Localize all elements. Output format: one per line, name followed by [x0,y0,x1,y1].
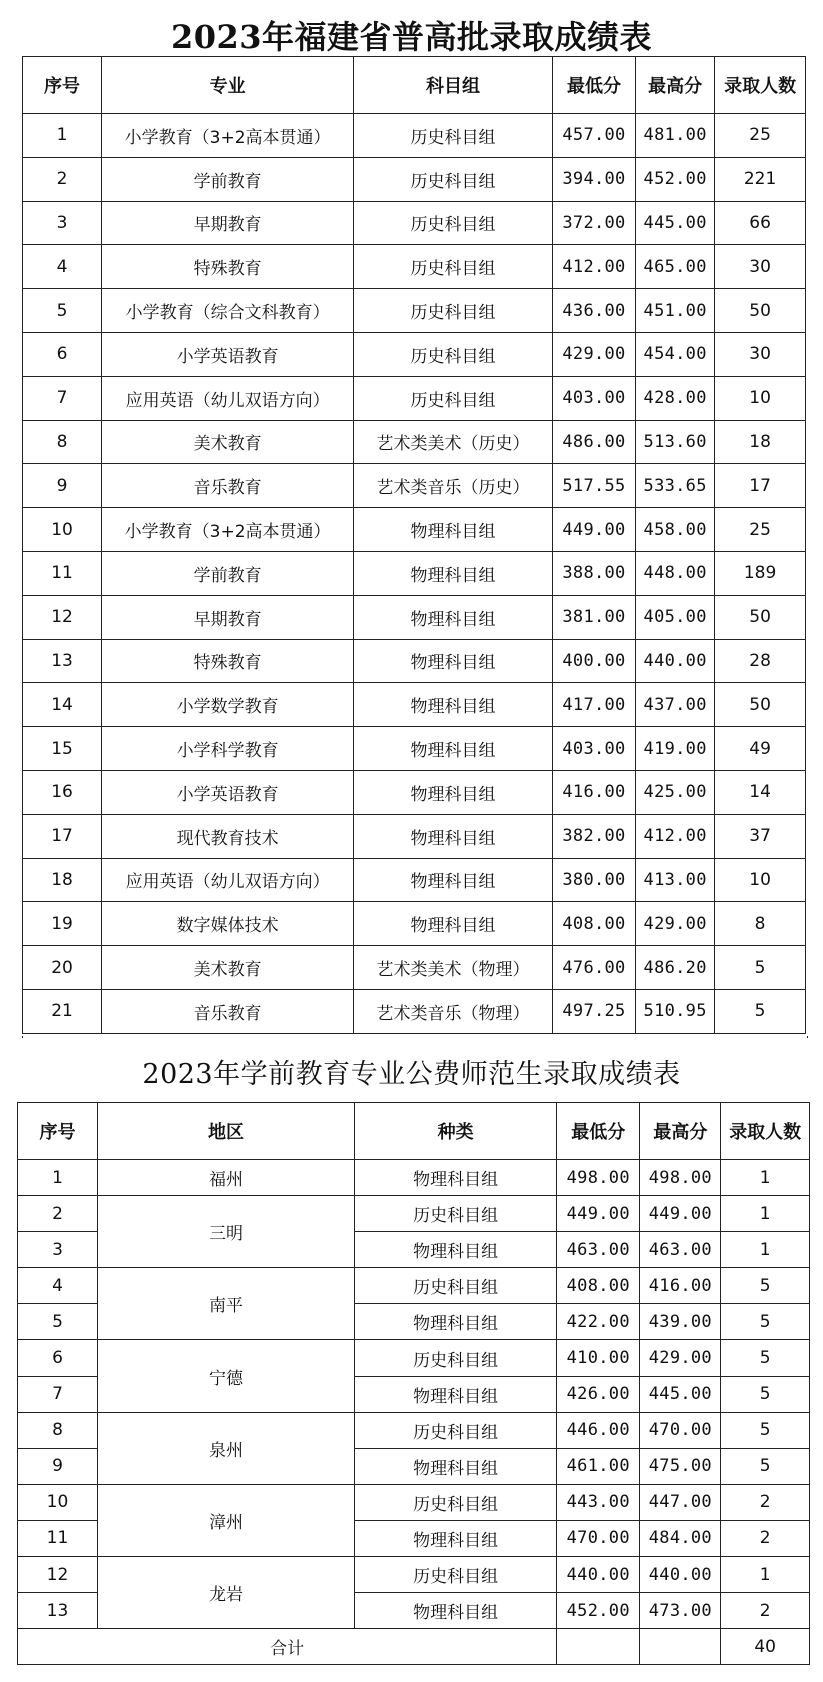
cell-category: 物理科目组 [355,1304,557,1340]
cell-index: 8 [23,420,102,464]
table-row [18,1340,810,1376]
table-row [23,946,806,990]
cell-region: 南平 [97,1268,354,1340]
cell-max-score: 412.00 [636,814,715,858]
cell-admitted-count: 5 [721,1376,810,1412]
cell-index: 4 [18,1268,98,1304]
cell-major: 数字媒体技术 [102,902,354,946]
cell-max-score: 465.00 [636,245,715,289]
cell-region: 三明 [97,1196,354,1268]
cell-admitted-count: 2 [721,1520,810,1556]
cell-min-score: 449.00 [557,1196,640,1232]
table1-title: 2023年福建省普高批录取成绩表 [170,18,653,56]
cell-admitted-count: 66 [715,201,806,245]
cell-max-score: 429.00 [636,902,715,946]
cell-max-score: 475.00 [640,1448,721,1484]
cell-region: 宁德 [97,1340,354,1412]
cell-index: 14 [23,683,102,727]
cell-admitted-count: 18 [715,420,806,464]
cell-index: 12 [23,595,102,639]
header-subject-group: 科目组 [354,57,553,114]
cell-min-score: 400.00 [552,639,635,683]
cell-max-score: 437.00 [636,683,715,727]
cell-subject-group: 物理科目组 [354,551,553,595]
cell-admitted-count: 189 [715,551,806,595]
cell-max-score: 419.00 [636,727,715,771]
header-min-score: 最低分 [557,1103,640,1160]
cell-admitted-count: 5 [721,1412,810,1448]
cell-admitted-count: 5 [721,1304,810,1340]
cell-index: 10 [18,1484,98,1520]
table-row [23,332,806,376]
cell-max-score: 486.20 [636,946,715,990]
table1-bottom-edge [22,1036,808,1038]
cell-index: 19 [23,902,102,946]
cell-subject-group: 历史科目组 [354,245,553,289]
cell-max-score: 429.00 [640,1340,721,1376]
table-row [23,770,806,814]
cell-subject-group: 物理科目组 [354,639,553,683]
table-header-row [18,1103,810,1160]
cell-max-score: 439.00 [640,1304,721,1340]
cell-admitted-count: 5 [721,1268,810,1304]
cell-max-score: 405.00 [636,595,715,639]
cell-subject-group: 艺术类音乐（物理） [354,989,553,1033]
table-row [18,1196,810,1232]
table-row [23,551,806,595]
table-row [23,289,806,333]
cell-min-score: 410.00 [557,1340,640,1376]
cell-admitted-count: 221 [715,157,806,201]
cell-min-score: 486.00 [552,420,635,464]
cell-major: 美术教育 [102,946,354,990]
cell-admitted-count: 30 [715,332,806,376]
cell-subject-group: 艺术类美术（历史） [354,420,553,464]
cell-admitted-count: 49 [715,727,806,771]
table-row [23,245,806,289]
cell-min-score: 426.00 [557,1376,640,1412]
cell-admitted-count: 5 [715,989,806,1033]
cell-admitted-count: 50 [715,595,806,639]
cell-index: 12 [18,1557,98,1593]
cell-subject-group: 物理科目组 [354,727,553,771]
cell-subject-group: 历史科目组 [354,289,553,333]
cell-max-score: 416.00 [640,1268,721,1304]
cell-admitted-count: 14 [715,770,806,814]
table-row [23,639,806,683]
table-row [23,858,806,902]
cell-region: 福州 [97,1160,354,1196]
header-admitted-count: 录取人数 [715,57,806,114]
cell-major: 应用英语（幼儿双语方向） [102,858,354,902]
total-value: 40 [721,1629,810,1665]
cell-major: 特殊教育 [102,639,354,683]
cell-min-score: 403.00 [552,376,635,420]
cell-major: 特殊教育 [102,245,354,289]
cell-admitted-count: 50 [715,683,806,727]
cell-subject-group: 历史科目组 [354,332,553,376]
cell-admitted-count: 8 [715,902,806,946]
table-row [23,814,806,858]
cell-major: 小学教育（3+2高本贯通） [102,508,354,552]
cell-min-score: 394.00 [552,157,635,201]
cell-category: 物理科目组 [355,1376,557,1412]
header-min-score: 最低分 [552,57,635,114]
cell-index: 13 [18,1593,98,1629]
cell-min-score: 412.00 [552,245,635,289]
table-row [23,683,806,727]
cell-major: 音乐教育 [102,989,354,1033]
admission-score-table [22,56,806,1034]
cell-subject-group: 物理科目组 [354,595,553,639]
table-row [23,508,806,552]
cell-max-score: 445.00 [640,1376,721,1412]
cell-admitted-count: 30 [715,245,806,289]
cell-min-score: 403.00 [552,727,635,771]
cell-min-score: 380.00 [552,858,635,902]
cell-index: 10 [23,508,102,552]
cell-index: 18 [23,858,102,902]
cell-max-score: 451.00 [636,289,715,333]
cell-region: 泉州 [97,1412,354,1484]
cell-major: 现代教育技术 [102,814,354,858]
header-major: 专业 [102,57,354,114]
cell-subject-group: 艺术类音乐（历史） [354,464,553,508]
cell-max-score: 448.00 [636,551,715,595]
cell-subject-group: 物理科目组 [354,770,553,814]
cell-min-score: 449.00 [552,508,635,552]
cell-max-score: 510.95 [636,989,715,1033]
cell-max-score: 498.00 [640,1160,721,1196]
cell-index: 5 [23,289,102,333]
cell-min-score: 417.00 [552,683,635,727]
cell-index: 3 [23,201,102,245]
cell-major: 小学数学教育 [102,683,354,727]
cell-category: 历史科目组 [355,1557,557,1593]
cell-subject-group: 物理科目组 [354,858,553,902]
table-row [23,114,806,158]
cell-max-score: 440.00 [636,639,715,683]
header-region: 地区 [97,1103,354,1160]
cell-max-score: 445.00 [636,201,715,245]
table-row [18,1268,810,1304]
cell-index: 2 [23,157,102,201]
header-admitted-count: 录取人数 [721,1103,810,1160]
cell-admitted-count: 1 [721,1557,810,1593]
cell-max-score: 452.00 [636,157,715,201]
cell-major: 学前教育 [102,157,354,201]
cell-min-score: 443.00 [557,1484,640,1520]
cell-major: 早期教育 [102,201,354,245]
cell-min-score: 463.00 [557,1232,640,1268]
cell-min-score: 461.00 [557,1448,640,1484]
header-max-score: 最高分 [636,57,715,114]
cell-min-score: 470.00 [557,1520,640,1556]
cell-region: 漳州 [97,1484,354,1556]
cell-admitted-count: 2 [721,1593,810,1629]
header-category: 种类 [355,1103,557,1160]
cell-index: 9 [18,1448,98,1484]
cell-index: 20 [23,946,102,990]
cell-category: 物理科目组 [355,1593,557,1629]
cell-index: 1 [18,1160,98,1196]
cell-max-score: 413.00 [636,858,715,902]
cell-min-score: 388.00 [552,551,635,595]
cell-min-score: 498.00 [557,1160,640,1196]
table-row [23,157,806,201]
cell-admitted-count: 5 [721,1448,810,1484]
cell-admitted-count: 17 [715,464,806,508]
cell-index: 6 [23,332,102,376]
cell-max-score: 484.00 [640,1520,721,1556]
cell-subject-group: 历史科目组 [354,201,553,245]
cell-subject-group: 物理科目组 [354,902,553,946]
header-index: 序号 [23,57,102,114]
cell-index: 4 [23,245,102,289]
cell-max-score: 463.00 [640,1232,721,1268]
cell-major: 小学教育（综合文科教育） [102,289,354,333]
table-row [23,420,806,464]
cell-major: 小学英语教育 [102,770,354,814]
cell-max-score: 425.00 [636,770,715,814]
cell-category: 历史科目组 [355,1196,557,1232]
cell-min-score: 436.00 [552,289,635,333]
cell-category: 历史科目组 [355,1484,557,1520]
cell-subject-group: 历史科目组 [354,114,553,158]
cell-category: 物理科目组 [355,1232,557,1268]
cell-major: 早期教育 [102,595,354,639]
cell-index: 21 [23,989,102,1033]
table-row [23,201,806,245]
cell-max-score: 428.00 [636,376,715,420]
cell-min-score: 452.00 [557,1593,640,1629]
cell-min-score: 476.00 [552,946,635,990]
cell-admitted-count: 1 [721,1196,810,1232]
cell-min-score: 372.00 [552,201,635,245]
cell-admitted-count: 28 [715,639,806,683]
cell-min-score: 446.00 [557,1412,640,1448]
table-row [23,989,806,1033]
cell-admitted-count: 10 [715,858,806,902]
cell-min-score: 408.00 [557,1268,640,1304]
cell-admitted-count: 1 [721,1160,810,1196]
cell-index: 5 [18,1304,98,1340]
table-row [23,727,806,771]
cell-index: 3 [18,1232,98,1268]
total-row [18,1629,810,1665]
cell-index: 11 [23,551,102,595]
cell-subject-group: 历史科目组 [354,157,553,201]
header-index: 序号 [18,1103,98,1160]
cell-region: 龙岩 [97,1557,354,1629]
cell-max-score: 481.00 [636,114,715,158]
cell-subject-group: 物理科目组 [354,683,553,727]
cell-category: 物理科目组 [355,1448,557,1484]
cell-max-score [640,1629,721,1665]
cell-major: 小学科学教育 [102,727,354,771]
cell-major: 应用英语（幼儿双语方向） [102,376,354,420]
cell-index: 16 [23,770,102,814]
cell-min-score: 429.00 [552,332,635,376]
cell-index: 13 [23,639,102,683]
cell-index: 17 [23,814,102,858]
table-row [18,1484,810,1520]
cell-category: 历史科目组 [355,1412,557,1448]
cell-index: 7 [23,376,102,420]
cell-min-score: 457.00 [552,114,635,158]
table-row [18,1160,810,1196]
cell-max-score: 473.00 [640,1593,721,1629]
cell-admitted-count: 50 [715,289,806,333]
cell-index: 15 [23,727,102,771]
cell-max-score: 533.65 [636,464,715,508]
total-label: 合计 [18,1629,557,1665]
cell-max-score: 470.00 [640,1412,721,1448]
cell-index: 2 [18,1196,98,1232]
cell-max-score: 454.00 [636,332,715,376]
cell-admitted-count: 1 [721,1232,810,1268]
cell-min-score: 382.00 [552,814,635,858]
table-row [18,1412,810,1448]
cell-category: 物理科目组 [355,1160,557,1196]
cell-max-score: 513.60 [636,420,715,464]
cell-major: 小学教育（3+2高本贯通） [102,114,354,158]
cell-admitted-count: 37 [715,814,806,858]
cell-admitted-count: 5 [721,1340,810,1376]
table-row [23,376,806,420]
public-funded-admission-table [17,1102,810,1665]
cell-subject-group: 历史科目组 [354,376,553,420]
cell-min-score: 440.00 [557,1557,640,1593]
cell-min-score: 497.25 [552,989,635,1033]
cell-category: 历史科目组 [355,1340,557,1376]
cell-admitted-count: 10 [715,376,806,420]
cell-subject-group: 物理科目组 [354,508,553,552]
cell-min-score: 416.00 [552,770,635,814]
cell-max-score: 458.00 [636,508,715,552]
cell-index: 1 [23,114,102,158]
cell-min-score: 517.55 [552,464,635,508]
cell-min-score: 422.00 [557,1304,640,1340]
cell-index: 11 [18,1520,98,1556]
cell-major: 音乐教育 [102,464,354,508]
cell-subject-group: 物理科目组 [354,814,553,858]
cell-admitted-count: 25 [715,508,806,552]
cell-index: 6 [18,1340,98,1376]
cell-index: 9 [23,464,102,508]
table-row [23,902,806,946]
table-row [23,464,806,508]
header-max-score: 最高分 [640,1103,721,1160]
cell-index: 8 [18,1412,98,1448]
table2-title: 2023年学前教育专业公费师范生录取成绩表 [142,1059,681,1090]
table-row [18,1557,810,1593]
table-header-row [23,57,806,114]
cell-min-score [557,1629,640,1665]
cell-max-score: 440.00 [640,1557,721,1593]
cell-min-score: 381.00 [552,595,635,639]
cell-category: 物理科目组 [355,1520,557,1556]
cell-index: 7 [18,1376,98,1412]
cell-major: 美术教育 [102,420,354,464]
cell-major: 小学英语教育 [102,332,354,376]
cell-max-score: 447.00 [640,1484,721,1520]
cell-category: 历史科目组 [355,1268,557,1304]
cell-subject-group: 艺术类美术（物理） [354,946,553,990]
cell-admitted-count: 2 [721,1484,810,1520]
cell-major: 学前教育 [102,551,354,595]
cell-admitted-count: 25 [715,114,806,158]
cell-max-score: 449.00 [640,1196,721,1232]
cell-min-score: 408.00 [552,902,635,946]
table-row [23,595,806,639]
cell-admitted-count: 5 [715,946,806,990]
